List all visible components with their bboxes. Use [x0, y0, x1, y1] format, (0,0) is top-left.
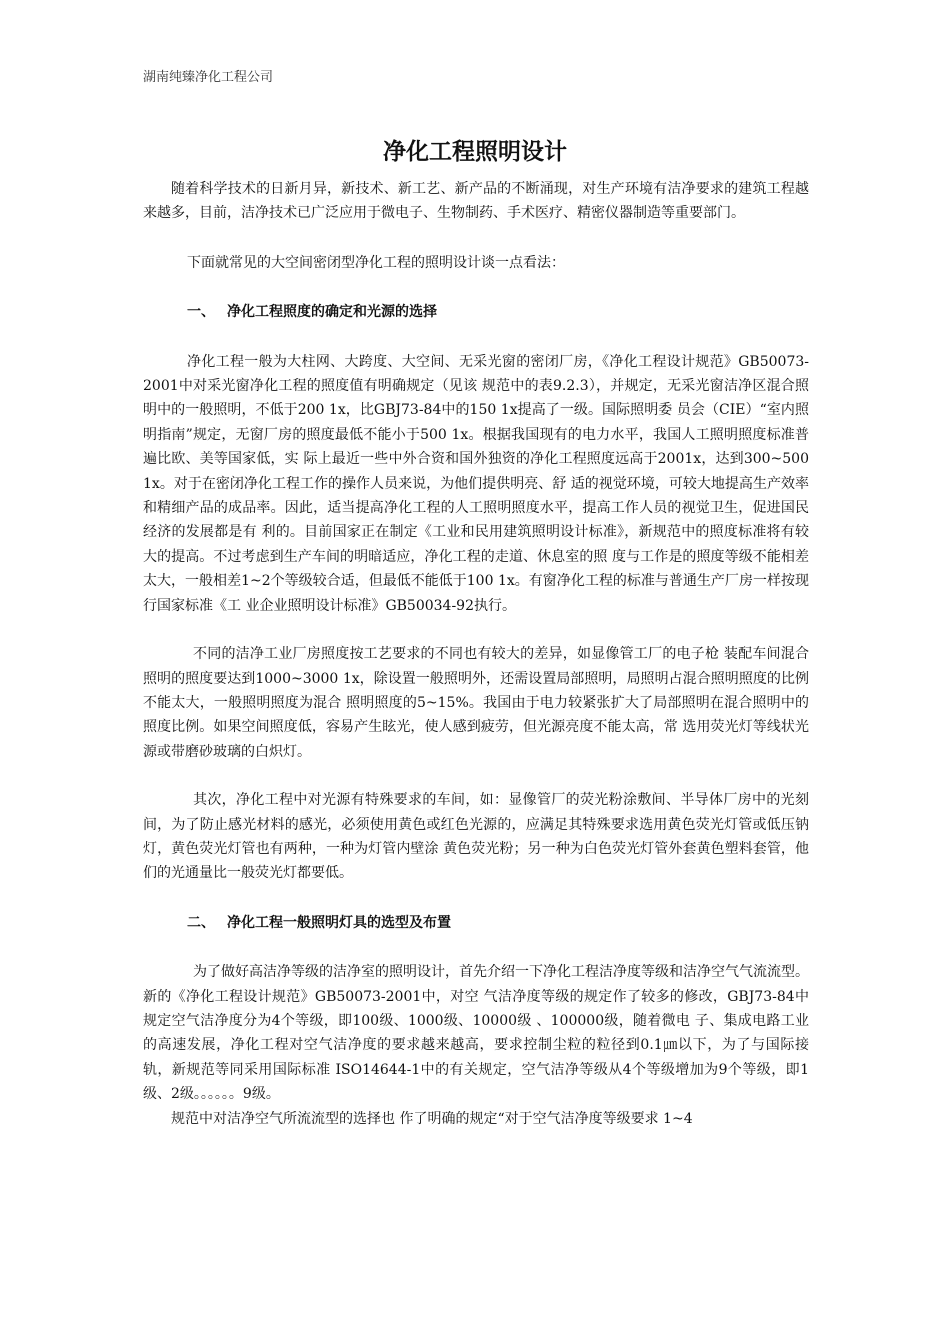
- lead-paragraph: 下面就常见的大空间密闭型净化工程的照明设计谈一点看法：: [187, 254, 565, 271]
- section-2-paragraph-1: 为了做好高洁净等级的洁净室的照明设计，首先介绍一下净化工程洁净度等级和洁净空气气流流型。新的《净化工程设计规范》GB50073-2001中，对空 气洁净度等级的规定作了较多的修改，GBJ73-84中规定空气洁净度分为4个等级，即100级、1000级、10000级 、100000级，随着微电 子、集成电路工业的高速发展，净化工程对空气洁净度的要求越来越高，要求控制尘粒的粒径到0.1㎛以下，为了与国际接轨，新规范等同采用国际标准 ISO14644-1中的有关规定，空气洁净等级从4个等级增加为9个等级，即1级、2级。。。。。。9级。: [143, 964, 809, 1103]
- company-header: 湖南纯臻净化工程公司: [143, 70, 274, 85]
- section-1-title: 净化工程照度的确定和光源的选择: [227, 304, 437, 321]
- document-title: 净化工程照明设计: [383, 139, 567, 165]
- section-2-title: 净化工程一般照明灯具的选型及布置: [227, 914, 451, 931]
- section-1-heading: [143, 300, 809, 324]
- intro-paragraph: 随着科学技术的日新月异，新技术、新工艺、新产品的不断涌现，对生产环境有洁净要求的建筑工程越来越多，目前，洁净技术已广泛应用于微电子、生物制药、手术医疗、精密仪器制造等重要部门。: [143, 181, 809, 222]
- section-1-paragraph-2: 不同的洁净工业厂房照度按工艺要求的不同也有较大的差异，如显像管工厂的电子枪 装配车间混合照明的照度要达到1000~3000 1x，除设置一般照明外，还需设置局部照明，局照明占混合照明照度的比例不能太大，一般照明照度为混合 照明照度的5~15%。我国由于电力较紧张扩大了局部照明在混合照明中的照度比例。如果空间照度低，容易产生眩光，使人感到疲劳，但光源亮度不能太高，常 选用荧光灯等线状光源或带磨砂玻璃的白炽灯。: [143, 646, 809, 760]
- section-2-number: 二、: [187, 914, 215, 931]
- section-2-heading: [143, 911, 809, 935]
- section-1-number: 一、: [187, 304, 215, 321]
- section-1-paragraph-1: 净化工程一般为大柱网、大跨度、大空间、无采光窗的密闭厂房，《净化工程设计规范》GB50073-2001中对采光窗净化工程的照度值有明确规定（见该 规范中的表9.2.3），并规定，无采光窗洁净区混合照明中的一般照明，不低于200 1x，比GBJ73-84中的150 1x提高了一级。国际照明委 员会（CIE）“室内照明指南”规定，无窗厂房的照度最低不能小于500 1x。根据我国现有的电力水平，我国人工照明照度标准普遍比欧、美等国家低，实 际上最近一些中外合资和国外独资的净化工程照度远高于2001x，达到300~500 1x。对于在密闭净化工程工作的操作人员来说，为他们提供明亮、舒 适的视觉环境，可较大地提高生产效率和精细产品的成品率。因此，适当提高净化工程的人工照明照度水平，提高工作人员的视觉卫生，促进国民经济的发展都是有 利的。目前国家正在制定《工业和民用建筑照明设计标准》，新规范中的照度标准将有较大的提高。不过考虑到生产车间的明暗适应，净化工程的走道、休息室的照 度与工作是的照度等级不能相差太大，一般相差1~2个等级较合适，但最低不能低于100 1x。有窗净化工程的标准与普通生产厂房一样按现行国家标准《工 业企业照明设计标准》GB50034-92执行。: [143, 353, 809, 614]
- section-1-paragraph-3: 其次，净化工程中对光源有特殊要求的车间，如：显像管厂的荧光粉涂敷间、半导体厂房中的光刻间，为了防止感光材料的感光，必须使用黄色或红色光源的，应满足其特殊要求选用黄色荧光灯管或低压钠灯，黄色荧光灯管也有两种，一种为灯管内壁涂 黄色荧光粉；另一种为白色荧光灯管外套黄色塑料套管，他们的光通量比一般荧光灯都要低。: [143, 792, 809, 882]
- section-2-paragraph-2: 规范中对洁净空气所流流型的选择也 作了明确的规定“对于空气洁净度等级要求 1~4: [171, 1110, 693, 1127]
- document-body: [143, 177, 809, 1131]
